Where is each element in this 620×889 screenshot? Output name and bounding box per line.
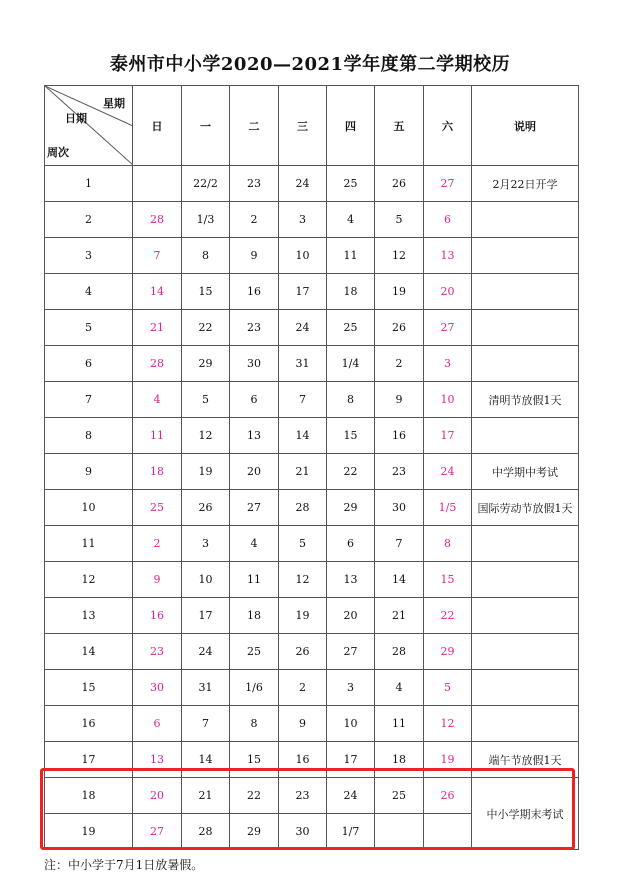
page-title: 泰州市中小学2020—2021学年度第二学期校历 <box>109 54 511 75</box>
day-cell: 1/3 <box>182 202 230 238</box>
week-number: 14 <box>45 634 133 670</box>
day-cell: 8 <box>327 382 375 418</box>
day-cell: 2 <box>230 202 279 238</box>
day-cell: 26 <box>375 310 424 346</box>
note-cell <box>472 202 579 238</box>
day-cell: 20 <box>133 778 182 814</box>
day-cell: 5 <box>375 202 424 238</box>
day-cell: 14 <box>279 418 327 454</box>
note-cell: 2月22日开学 <box>472 166 579 202</box>
corner-cell <box>45 86 133 166</box>
day-cell: 13 <box>133 742 182 778</box>
week-number: 1 <box>45 166 133 202</box>
day-cell: 16 <box>230 274 279 310</box>
note-cell <box>472 706 579 742</box>
corner-week-label: 星期 <box>103 97 125 110</box>
day-cell: 31 <box>182 670 230 706</box>
day-cell: 15 <box>327 418 375 454</box>
day-cell: 17 <box>327 742 375 778</box>
week-number: 4 <box>45 274 133 310</box>
day-cell: 6 <box>230 382 279 418</box>
table-row <box>45 454 579 490</box>
day-cell: 9 <box>133 562 182 598</box>
day-cell: 2 <box>279 670 327 706</box>
day-cell: 10 <box>279 238 327 274</box>
day-cell: 5 <box>182 382 230 418</box>
note-cell <box>472 418 579 454</box>
week-number: 19 <box>45 814 133 850</box>
day-cell: 13 <box>327 562 375 598</box>
day-cell: 30 <box>375 490 424 526</box>
table-row <box>45 742 579 778</box>
day-cell: 22 <box>182 310 230 346</box>
table-row <box>45 778 579 814</box>
day-cell: 27 <box>424 310 472 346</box>
day-cell: 25 <box>230 634 279 670</box>
day-cell: 5 <box>279 526 327 562</box>
week-number: 11 <box>45 526 133 562</box>
day-cell: 22 <box>424 598 472 634</box>
note-cell <box>472 562 579 598</box>
day-cell: 20 <box>230 454 279 490</box>
note-cell: 中学期中考试 <box>472 454 579 490</box>
day-cell: 21 <box>279 454 327 490</box>
day-cell: 11 <box>230 562 279 598</box>
week-number: 18 <box>45 778 133 814</box>
day-cell: 4 <box>375 670 424 706</box>
header-day-sun: 日 <box>133 86 182 166</box>
day-cell: 18 <box>133 454 182 490</box>
day-cell: 21 <box>375 598 424 634</box>
table-row <box>45 562 579 598</box>
day-cell: 30 <box>279 814 327 850</box>
day-cell: 14 <box>133 274 182 310</box>
day-cell: 19 <box>424 742 472 778</box>
day-cell: 8 <box>230 706 279 742</box>
header-day-tue: 二 <box>230 86 279 166</box>
day-cell: 11 <box>327 238 375 274</box>
day-cell: 31 <box>279 346 327 382</box>
corner-date-label: 日期 <box>65 112 87 125</box>
day-cell: 3 <box>182 526 230 562</box>
day-cell: 16 <box>133 598 182 634</box>
table-row <box>45 418 579 454</box>
day-cell: 3 <box>424 346 472 382</box>
day-cell <box>375 814 424 850</box>
day-cell: 19 <box>375 274 424 310</box>
day-cell: 7 <box>375 526 424 562</box>
day-cell: 28 <box>279 490 327 526</box>
day-cell: 23 <box>230 310 279 346</box>
note-cell <box>472 634 579 670</box>
calendar-table <box>44 85 579 850</box>
day-cell: 23 <box>133 634 182 670</box>
week-number: 16 <box>45 706 133 742</box>
note-cell <box>472 346 579 382</box>
day-cell: 23 <box>279 778 327 814</box>
day-cell: 24 <box>424 454 472 490</box>
day-cell: 24 <box>279 166 327 202</box>
header-note: 说明 <box>472 86 579 166</box>
note-cell <box>472 598 579 634</box>
day-cell: 13 <box>424 238 472 274</box>
table-row <box>45 238 579 274</box>
day-cell: 4 <box>327 202 375 238</box>
note-cell <box>472 310 579 346</box>
week-number: 5 <box>45 310 133 346</box>
day-cell: 30 <box>230 346 279 382</box>
day-cell: 6 <box>424 202 472 238</box>
day-cell: 15 <box>424 562 472 598</box>
header-day-thu: 四 <box>327 86 375 166</box>
day-cell: 12 <box>375 238 424 274</box>
day-cell: 25 <box>375 778 424 814</box>
note-cell <box>472 274 579 310</box>
day-cell: 27 <box>327 634 375 670</box>
table-row <box>45 490 579 526</box>
header-day-sat: 六 <box>424 86 472 166</box>
table-row <box>45 670 579 706</box>
note-cell <box>472 526 579 562</box>
day-cell: 21 <box>182 778 230 814</box>
day-cell: 29 <box>230 814 279 850</box>
day-cell: 28 <box>133 346 182 382</box>
day-cell: 17 <box>424 418 472 454</box>
day-cell: 26 <box>424 778 472 814</box>
day-cell: 22/2 <box>182 166 230 202</box>
week-number: 12 <box>45 562 133 598</box>
day-cell: 15 <box>230 742 279 778</box>
day-cell: 22 <box>327 454 375 490</box>
day-cell: 25 <box>133 490 182 526</box>
day-cell: 30 <box>133 670 182 706</box>
day-cell: 10 <box>327 706 375 742</box>
week-number: 13 <box>45 598 133 634</box>
day-cell: 5 <box>424 670 472 706</box>
day-cell: 1/5 <box>424 490 472 526</box>
header-day-fri: 五 <box>375 86 424 166</box>
week-number: 2 <box>45 202 133 238</box>
day-cell: 9 <box>279 706 327 742</box>
day-cell: 2 <box>375 346 424 382</box>
week-number: 8 <box>45 418 133 454</box>
day-cell: 13 <box>230 418 279 454</box>
table-row <box>45 526 579 562</box>
week-number: 3 <box>45 238 133 274</box>
table-row <box>45 166 579 202</box>
day-cell: 4 <box>133 382 182 418</box>
day-cell: 27 <box>424 166 472 202</box>
note-cell: 国际劳动节放假1天 <box>472 490 579 526</box>
footer-note: 注：中小学于7月1日放暑假。 <box>44 858 204 872</box>
table-row <box>45 346 579 382</box>
table-row <box>45 274 579 310</box>
day-cell: 25 <box>327 166 375 202</box>
table-row <box>45 382 579 418</box>
day-cell: 19 <box>182 454 230 490</box>
day-cell: 1/6 <box>230 670 279 706</box>
day-cell: 26 <box>182 490 230 526</box>
table-row <box>45 310 579 346</box>
day-cell: 18 <box>375 742 424 778</box>
day-cell: 1/4 <box>327 346 375 382</box>
day-cell: 25 <box>327 310 375 346</box>
day-cell: 11 <box>133 418 182 454</box>
week-number: 9 <box>45 454 133 490</box>
day-cell <box>424 814 472 850</box>
day-cell: 28 <box>375 634 424 670</box>
day-cell: 8 <box>182 238 230 274</box>
day-cell: 9 <box>375 382 424 418</box>
day-cell: 26 <box>375 166 424 202</box>
day-cell: 8 <box>424 526 472 562</box>
day-cell: 1/7 <box>327 814 375 850</box>
day-cell: 16 <box>375 418 424 454</box>
day-cell: 4 <box>230 526 279 562</box>
day-cell: 19 <box>279 598 327 634</box>
day-cell: 12 <box>279 562 327 598</box>
header-row <box>45 86 579 166</box>
day-cell: 10 <box>182 562 230 598</box>
note-cell: 端午节放假1天 <box>472 742 579 778</box>
header-day-wed: 三 <box>279 86 327 166</box>
day-cell: 24 <box>279 310 327 346</box>
day-cell: 14 <box>182 742 230 778</box>
day-cell: 29 <box>424 634 472 670</box>
table-row <box>45 706 579 742</box>
day-cell: 10 <box>424 382 472 418</box>
week-number: 15 <box>45 670 133 706</box>
day-cell: 18 <box>327 274 375 310</box>
day-cell: 12 <box>182 418 230 454</box>
day-cell: 11 <box>375 706 424 742</box>
day-cell: 23 <box>230 166 279 202</box>
table-row <box>45 202 579 238</box>
day-cell: 7 <box>133 238 182 274</box>
day-cell: 26 <box>279 634 327 670</box>
week-number: 17 <box>45 742 133 778</box>
day-cell: 27 <box>230 490 279 526</box>
week-number: 7 <box>45 382 133 418</box>
day-cell: 24 <box>327 778 375 814</box>
day-cell: 7 <box>182 706 230 742</box>
day-cell: 28 <box>133 202 182 238</box>
day-cell: 18 <box>230 598 279 634</box>
day-cell: 20 <box>327 598 375 634</box>
day-cell: 6 <box>133 706 182 742</box>
day-cell <box>133 166 182 202</box>
day-cell: 23 <box>375 454 424 490</box>
note-cell: 清明节放假1天 <box>472 382 579 418</box>
day-cell: 24 <box>182 634 230 670</box>
day-cell: 16 <box>279 742 327 778</box>
day-cell: 3 <box>327 670 375 706</box>
day-cell: 21 <box>133 310 182 346</box>
day-cell: 17 <box>279 274 327 310</box>
day-cell: 9 <box>230 238 279 274</box>
day-cell: 2 <box>133 526 182 562</box>
day-cell: 22 <box>230 778 279 814</box>
day-cell: 27 <box>133 814 182 850</box>
day-cell: 29 <box>327 490 375 526</box>
note-cell: 中小学期末考试 <box>472 778 579 850</box>
week-number: 6 <box>45 346 133 382</box>
day-cell: 15 <box>182 274 230 310</box>
note-cell <box>472 238 579 274</box>
day-cell: 12 <box>424 706 472 742</box>
day-cell: 17 <box>182 598 230 634</box>
table-row <box>45 634 579 670</box>
week-number: 10 <box>45 490 133 526</box>
day-cell: 28 <box>182 814 230 850</box>
header-day-mon: 一 <box>182 86 230 166</box>
day-cell: 14 <box>375 562 424 598</box>
corner-period-label: 周次 <box>47 146 69 159</box>
day-cell: 6 <box>327 526 375 562</box>
note-cell <box>472 670 579 706</box>
day-cell: 7 <box>279 382 327 418</box>
table-row <box>45 598 579 634</box>
day-cell: 20 <box>424 274 472 310</box>
day-cell: 3 <box>279 202 327 238</box>
day-cell: 29 <box>182 346 230 382</box>
